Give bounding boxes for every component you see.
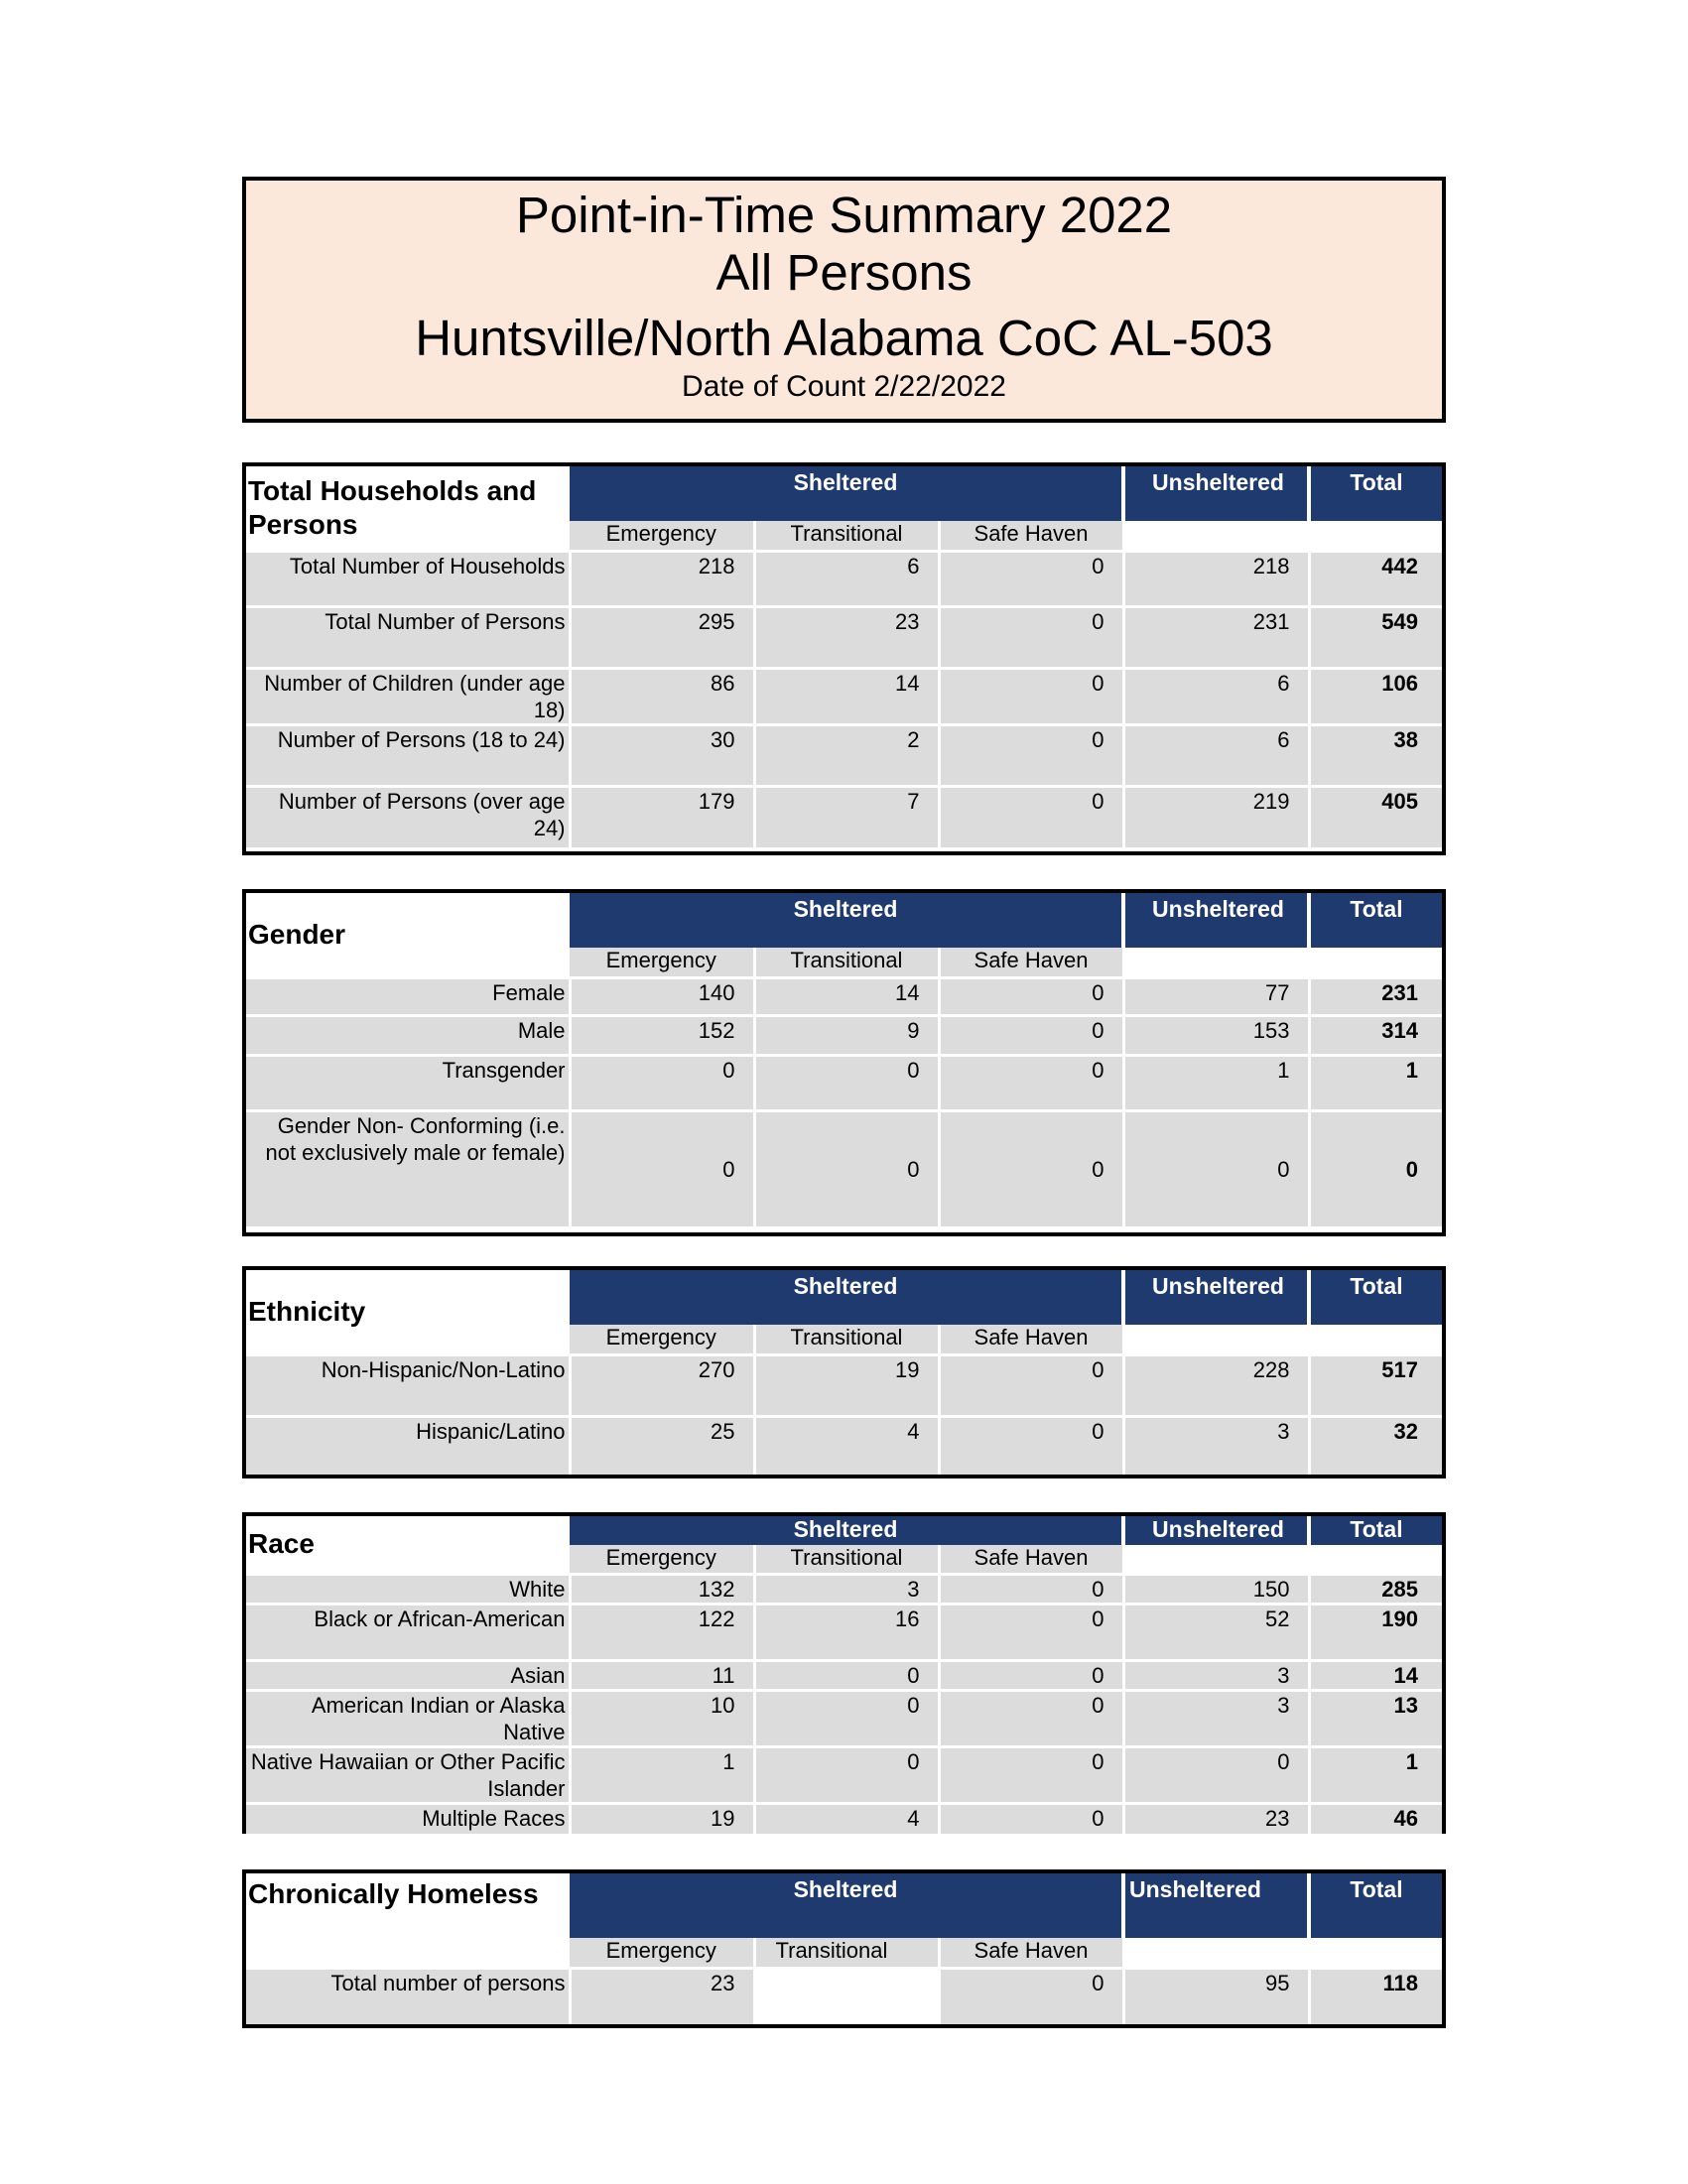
race-table bbox=[242, 1512, 1446, 1834]
safe-haven-header: Safe Haven bbox=[939, 948, 1123, 977]
safe-haven-value: 0 bbox=[939, 1416, 1123, 1475]
emergency-value: 10 bbox=[570, 1690, 754, 1746]
safe-haven-value: 0 bbox=[939, 977, 1123, 1015]
total-value: 1 bbox=[1309, 1055, 1442, 1110]
transitional-value: 14 bbox=[754, 977, 939, 1015]
total-value: 1 bbox=[1309, 1746, 1442, 1803]
gender-table bbox=[242, 889, 1446, 1236]
safe-haven-value: 0 bbox=[939, 1746, 1123, 1803]
total-value: 285 bbox=[1309, 1574, 1442, 1604]
total-value: 405 bbox=[1309, 786, 1442, 847]
section-label: Chronically Homeless bbox=[246, 1873, 570, 1968]
total-value: 190 bbox=[1309, 1604, 1442, 1660]
sheltered-header: Sheltered bbox=[570, 1270, 1123, 1325]
table-row bbox=[246, 1354, 1442, 1416]
total-header: Total bbox=[1309, 466, 1442, 521]
emergency-value: 179 bbox=[570, 786, 754, 847]
total-value: 118 bbox=[1309, 1968, 1442, 2024]
title-box bbox=[242, 177, 1446, 423]
row-label: Gender Non- Conforming (i.e. not exclusively male or female) bbox=[246, 1110, 570, 1226]
emergency-header: Emergency bbox=[570, 521, 754, 551]
row-label: Total Number of Households bbox=[246, 551, 570, 606]
chronically-homeless-table bbox=[242, 1869, 1446, 2028]
safe-haven-value: 0 bbox=[939, 724, 1123, 786]
table-row bbox=[246, 1968, 1442, 2024]
transitional-value: 9 bbox=[754, 1015, 939, 1055]
total-value: 32 bbox=[1309, 1416, 1442, 1475]
safe-haven-value: 0 bbox=[939, 1690, 1123, 1746]
table-row bbox=[246, 977, 1442, 1015]
row-label: Female bbox=[246, 977, 570, 1015]
report-title: Point-in-Time Summary 2022 bbox=[515, 187, 1173, 243]
table-row bbox=[246, 1574, 1442, 1604]
safe-haven-value: 0 bbox=[939, 1015, 1123, 1055]
emergency-value: 25 bbox=[570, 1416, 754, 1475]
table-row bbox=[246, 606, 1442, 668]
unsheltered-value: 231 bbox=[1123, 606, 1309, 668]
emergency-value: 140 bbox=[570, 977, 754, 1015]
unsheltered-value: 52 bbox=[1123, 1604, 1309, 1660]
safe-haven-value: 0 bbox=[939, 1660, 1123, 1690]
sheltered-header: Sheltered bbox=[570, 893, 1123, 948]
safe-haven-value: 0 bbox=[939, 1354, 1123, 1416]
emergency-header: Emergency bbox=[570, 1325, 754, 1354]
safe-haven-value: 0 bbox=[939, 1110, 1123, 1226]
unsheltered-value: 3 bbox=[1123, 1690, 1309, 1746]
table-row bbox=[246, 1803, 1442, 1834]
emergency-value: 0 bbox=[570, 1055, 754, 1110]
section-label: Race bbox=[246, 1516, 570, 1574]
safe-haven-header: Safe Haven bbox=[939, 1545, 1123, 1574]
row-label: Non-Hispanic/Non-Latino bbox=[246, 1354, 570, 1416]
transitional-header: Transitional bbox=[754, 1325, 939, 1354]
emergency-value: 19 bbox=[570, 1803, 754, 1834]
transitional-value: 0 bbox=[754, 1690, 939, 1746]
transitional-header: Transitional bbox=[754, 1938, 939, 1968]
table-row bbox=[246, 1746, 1442, 1803]
safe-haven-header: Safe Haven bbox=[939, 1325, 1123, 1354]
transitional-value: 0 bbox=[754, 1660, 939, 1690]
total-value: 14 bbox=[1309, 1660, 1442, 1690]
unsheltered-value: 6 bbox=[1123, 724, 1309, 786]
total-value: 231 bbox=[1309, 977, 1442, 1015]
section-label: Gender bbox=[246, 893, 570, 977]
transitional-value: 4 bbox=[754, 1803, 939, 1834]
transitional-value: 16 bbox=[754, 1604, 939, 1660]
unsheltered-header: Unsheltered bbox=[1123, 1270, 1309, 1325]
transitional-value: 0 bbox=[754, 1746, 939, 1803]
unsheltered-value: 3 bbox=[1123, 1660, 1309, 1690]
total-value: 549 bbox=[1309, 606, 1442, 668]
safe-haven-value: 0 bbox=[939, 1604, 1123, 1660]
total-value: 442 bbox=[1309, 551, 1442, 606]
total-value: 0 bbox=[1309, 1110, 1442, 1226]
total-value: 314 bbox=[1309, 1015, 1442, 1055]
unsheltered-header: Unsheltered bbox=[1123, 466, 1309, 521]
row-label: Number of Persons (over age 24) bbox=[246, 786, 570, 847]
report-subtitle: All Persons bbox=[715, 244, 973, 301]
emergency-value: 270 bbox=[570, 1354, 754, 1416]
safe-haven-header: Safe Haven bbox=[939, 1938, 1123, 1968]
table-row bbox=[246, 668, 1442, 724]
table-row bbox=[246, 786, 1442, 847]
row-label: Asian bbox=[246, 1660, 570, 1690]
emergency-value: 0 bbox=[570, 1110, 754, 1226]
unsheltered-value: 95 bbox=[1123, 1968, 1309, 2024]
emergency-value: 295 bbox=[570, 606, 754, 668]
row-label: American Indian or Alaska Native bbox=[246, 1690, 570, 1746]
emergency-value: 11 bbox=[570, 1660, 754, 1690]
emergency-value: 86 bbox=[570, 668, 754, 724]
transitional-header: Transitional bbox=[754, 948, 939, 977]
emergency-value: 152 bbox=[570, 1015, 754, 1055]
safe-haven-value: 0 bbox=[939, 1574, 1123, 1604]
sheltered-header: Sheltered bbox=[570, 1873, 1123, 1938]
safe-haven-value: 0 bbox=[939, 551, 1123, 606]
row-label: Multiple Races bbox=[246, 1803, 570, 1834]
unsheltered-value: 3 bbox=[1123, 1416, 1309, 1475]
transitional-value: 0 bbox=[754, 1055, 939, 1110]
total-header: Total bbox=[1309, 1270, 1442, 1325]
row-label: Hispanic/Latino bbox=[246, 1416, 570, 1475]
total-header: Total bbox=[1309, 1873, 1442, 1938]
transitional-value: 19 bbox=[754, 1354, 939, 1416]
unsheltered-value: 0 bbox=[1123, 1746, 1309, 1803]
table-row bbox=[246, 1110, 1442, 1226]
transitional-value: 6 bbox=[754, 551, 939, 606]
emergency-value: 1 bbox=[570, 1746, 754, 1803]
row-label: White bbox=[246, 1574, 570, 1604]
row-label: Total number of persons bbox=[246, 1968, 570, 2024]
section-label: Ethnicity bbox=[246, 1270, 570, 1354]
transitional-value: 3 bbox=[754, 1574, 939, 1604]
unsheltered-value: 218 bbox=[1123, 551, 1309, 606]
sheltered-header: Sheltered bbox=[570, 1516, 1123, 1545]
table-row bbox=[246, 551, 1442, 606]
unsheltered-value: 23 bbox=[1123, 1803, 1309, 1834]
table-row bbox=[246, 1416, 1442, 1475]
emergency-value: 132 bbox=[570, 1574, 754, 1604]
table-row bbox=[246, 724, 1442, 786]
table-row bbox=[246, 1660, 1442, 1690]
transitional-header: Transitional bbox=[754, 521, 939, 551]
coc-name: Huntsville/North Alabama CoC AL-503 bbox=[415, 310, 1273, 366]
safe-haven-header: Safe Haven bbox=[939, 521, 1123, 551]
unsheltered-value: 219 bbox=[1123, 786, 1309, 847]
row-label: Total Number of Persons bbox=[246, 606, 570, 668]
table-row bbox=[246, 1015, 1442, 1055]
unsheltered-value: 153 bbox=[1123, 1015, 1309, 1055]
transitional-value: 23 bbox=[754, 606, 939, 668]
section-label: Total Households and Persons bbox=[246, 466, 570, 551]
safe-haven-value: 0 bbox=[939, 668, 1123, 724]
count-date: Date of Count 2/22/2022 bbox=[682, 370, 1006, 403]
ethnicity-table bbox=[242, 1266, 1446, 1478]
unsheltered-header: Unsheltered bbox=[1123, 1516, 1309, 1545]
transitional-value: 4 bbox=[754, 1416, 939, 1475]
total-value: 517 bbox=[1309, 1354, 1442, 1416]
total-value: 38 bbox=[1309, 724, 1442, 786]
transitional-value: 2 bbox=[754, 724, 939, 786]
unsheltered-value: 0 bbox=[1123, 1110, 1309, 1226]
total-value: 46 bbox=[1309, 1803, 1442, 1834]
emergency-value: 218 bbox=[570, 551, 754, 606]
safe-haven-value: 0 bbox=[939, 786, 1123, 847]
row-label: Black or African-American bbox=[246, 1604, 570, 1660]
table-row bbox=[246, 1604, 1442, 1660]
emergency-value: 122 bbox=[570, 1604, 754, 1660]
safe-haven-value: 0 bbox=[939, 1968, 1123, 2024]
sheltered-header: Sheltered bbox=[570, 466, 1123, 521]
unsheltered-header: Unsheltered bbox=[1123, 1873, 1309, 1938]
total-value: 13 bbox=[1309, 1690, 1442, 1746]
safe-haven-value: 0 bbox=[939, 1055, 1123, 1110]
total-header: Total bbox=[1309, 1516, 1442, 1545]
transitional-value: 0 bbox=[754, 1110, 939, 1226]
table-row bbox=[246, 1055, 1442, 1110]
unsheltered-value: 150 bbox=[1123, 1574, 1309, 1604]
unsheltered-value: 6 bbox=[1123, 668, 1309, 724]
row-label: Male bbox=[246, 1015, 570, 1055]
table-row bbox=[246, 1690, 1442, 1746]
emergency-header: Emergency bbox=[570, 1938, 754, 1968]
transitional-header: Transitional bbox=[754, 1545, 939, 1574]
unsheltered-value: 1 bbox=[1123, 1055, 1309, 1110]
emergency-value: 30 bbox=[570, 724, 754, 786]
emergency-value: 23 bbox=[570, 1968, 754, 2024]
total-header: Total bbox=[1309, 893, 1442, 948]
transitional-value: 14 bbox=[754, 668, 939, 724]
safe-haven-value: 0 bbox=[939, 1803, 1123, 1834]
emergency-header: Emergency bbox=[570, 948, 754, 977]
row-label: Transgender bbox=[246, 1055, 570, 1110]
unsheltered-value: 228 bbox=[1123, 1354, 1309, 1416]
total-value: 106 bbox=[1309, 668, 1442, 724]
row-label: Number of Persons (18 to 24) bbox=[246, 724, 570, 786]
row-label: Native Hawaiian or Other Pacific Islander bbox=[246, 1746, 570, 1803]
households-table bbox=[242, 462, 1446, 855]
unsheltered-value: 77 bbox=[1123, 977, 1309, 1015]
transitional-value bbox=[754, 1968, 939, 2024]
safe-haven-value: 0 bbox=[939, 606, 1123, 668]
unsheltered-header: Unsheltered bbox=[1123, 893, 1309, 948]
emergency-header: Emergency bbox=[570, 1545, 754, 1574]
row-label: Number of Children (under age 18) bbox=[246, 668, 570, 724]
transitional-value: 7 bbox=[754, 786, 939, 847]
